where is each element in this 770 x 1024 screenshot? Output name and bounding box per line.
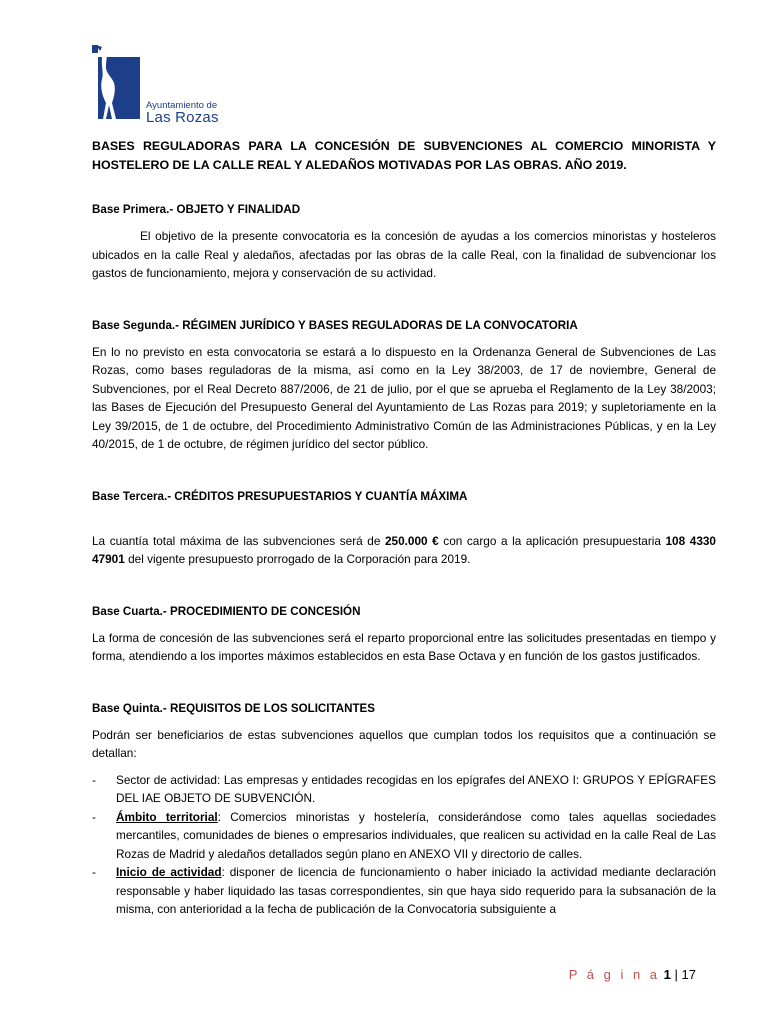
item-text: : disponer de licencia de funcionamiento o haber iniciado la actividad mediante declaración responsable y haber liquidado las tasas correspondientes, sin que haya sido requerido para la subsanación de la misma, con anterioridad a la fecha de publicación de la Convocatoria subsiguiente a <box>116 865 716 916</box>
section-text-cuarta: La forma de concesión de las subvenciones será el reparto proporcional entre las solicitudes presentadas en tiempo y forma, atendiendo a los importes máximos establecidos en esta Base Octava y en función de los gastos justificados. <box>92 630 716 663</box>
org-name-small: Ayuntamiento de <box>146 100 218 111</box>
page-separator: | <box>674 967 678 982</box>
item-term: Ámbito territorial <box>116 809 218 824</box>
section-label: Base Tercera.- <box>92 489 172 503</box>
text-fragment: con cargo a la aplicación presupuestaria <box>438 533 666 548</box>
section-label: Base Cuarta.- <box>92 604 167 618</box>
page-footer <box>569 967 696 982</box>
document-body <box>92 137 716 919</box>
section-title: RÉGIMEN JURÍDICO Y BASES REGULADORAS DE LA CONVOCATORIA <box>182 318 578 332</box>
section-title: OBJETO Y FINALIDAD <box>176 203 301 216</box>
org-name-big: Las Rozas <box>146 109 219 126</box>
section-heading-cuarta <box>92 603 716 621</box>
section-label: Base Segunda.- <box>92 318 179 332</box>
requirements-list <box>92 771 716 919</box>
document-title: BASES REGULADORAS PARA LA CONCESIÓN DE SUBVENCIONES AL COMERCIO MINORISTA Y HOSTELERO DE LA CALLE REAL Y ALEDAÑOS MOTIVADAS POR LAS OBRAS. AÑO 2019. <box>92 139 716 172</box>
item-term: Inicio de actividad <box>116 865 222 879</box>
item-text: : Comercios minoristas y hostelería, considerándose como tales aquellas sociedades mercantiles, comunidades de bienes o empresarios individuales, que realicen su actividad en la calle Real de Las Rozas de Madrid y aledaños detallados según plano en ANEXO VII y directorio de calles. <box>116 809 716 861</box>
list-item <box>92 863 716 919</box>
page-word: P á g i n a <box>568 967 661 982</box>
list-item <box>92 771 716 808</box>
text-fragment: La cuantía total máxima de las subvenciones será de <box>92 533 385 548</box>
section-heading-primera <box>92 201 716 219</box>
section-label: Base Primera.- <box>92 203 174 216</box>
section-heading-segunda <box>92 317 716 335</box>
section-text-tercera <box>92 532 716 569</box>
section-text-segunda: En lo no previsto en esta convocatoria se estará a lo dispuesto en la Ordenanza General de Subvenciones de Las Rozas, como bases reguladoras de la misma, así como en la Ley 38/2003, de 17 de noviembre, General de Subvenciones, por el Real Decreto 887/2006, de 21 de julio, por el que se aprueba el Reglamento de la Ley 38/2003; las Bases de Ejecución del Presupuesto General del Ayuntamiento de Las Rozas para 2019; y supletoriamente en la Ley 39/2015, de 1 de octubre, del Procedimiento Administrativo Común de las Administraciones Públicas, y en la Ley 40/2015, de 1 de octubre, de régimen jurídico del sector público. <box>92 344 716 451</box>
budget-line: 108 4330 47901 <box>92 533 716 566</box>
logo <box>92 43 232 126</box>
item-text: Sector de actividad: Las empresas y entidades recogidas en los epígrafes del ANEXO I: GRUPOS Y EPÍGRAFES DEL IAE OBJETO DE SUBVENCIÓN. <box>116 772 716 805</box>
section-title: REQUISITOS DE LOS SOLICITANTES <box>169 701 376 715</box>
section-heading-tercera <box>92 488 716 506</box>
section-text-primera: El objetivo de la presente convocatoria es la concesión de ayudas a los comercios minoristas y hosteleros ubicados en la calle Real y aledaños, afectadas por las obras de la calle Real, con la finalidad de subvencionar los gastos de funcionamiento, mejora y conservación de su actividad. <box>92 229 716 280</box>
stork-logo-icon <box>92 43 142 123</box>
section-intro-quinta: Podrán ser beneficiarios de estas subvenciones aquellos que cumplan todos los requisitos que a continuación se detallan: <box>92 727 716 760</box>
section-title: PROCEDIMIENTO DE CONCESIÓN <box>169 604 361 618</box>
section-label: Base Quinta.- <box>92 701 167 715</box>
list-item <box>92 808 716 864</box>
text-fragment: del vigente presupuesto prorrogado de la Corporación para 2019. <box>124 552 471 566</box>
section-heading-quinta <box>92 700 716 718</box>
total-pages: 17 <box>681 967 696 982</box>
section-title: CRÉDITOS PRESUPUESTARIOS Y CUANTÍA MÁXIMA <box>174 489 468 503</box>
max-amount: 250.000 € <box>384 533 439 548</box>
page-number: 1 <box>663 967 671 982</box>
